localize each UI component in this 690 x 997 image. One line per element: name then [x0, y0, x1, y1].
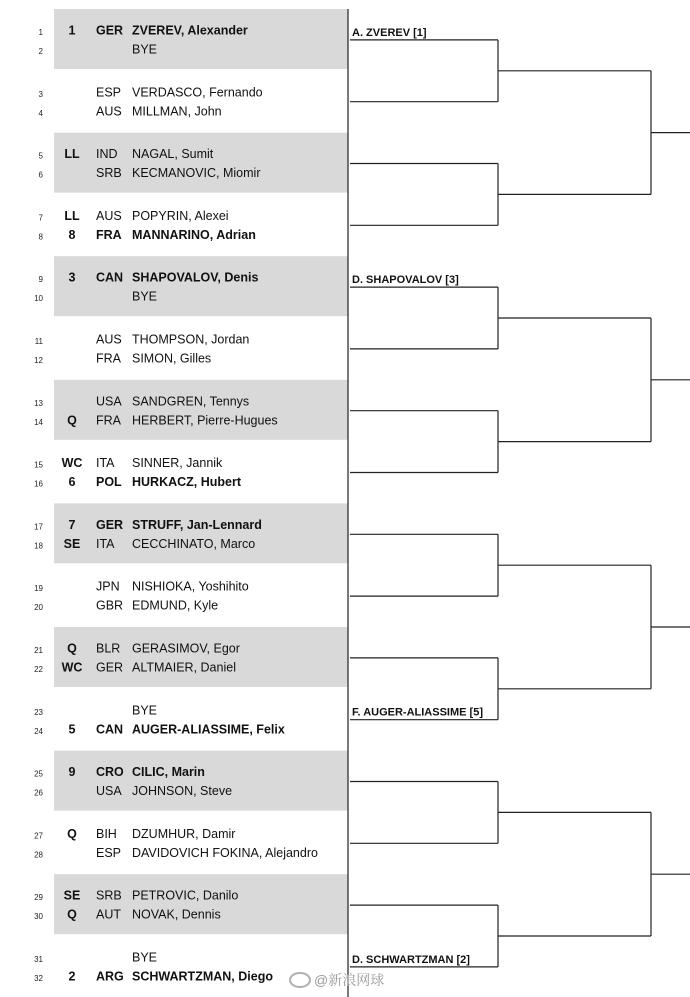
nationality: BLR [96, 641, 121, 656]
player-row [34, 456, 223, 470]
draw-position: 26 [34, 788, 43, 798]
player-name: DZUMHUR, Damir [132, 826, 236, 841]
draw-position: 24 [34, 726, 43, 736]
watermark-text: @新浪网球 [314, 972, 385, 988]
nationality: GER [96, 517, 124, 532]
match-shading [54, 503, 348, 563]
match-shading [54, 9, 348, 69]
player-name: GERASIMOV, Egor [132, 641, 240, 656]
player-name: SANDGREN, Tennys [132, 394, 250, 409]
match-block [34, 256, 348, 316]
draw-position: 13 [34, 398, 43, 408]
seed-label: 9 [68, 765, 76, 780]
nationality: SRB [96, 888, 122, 903]
player-name: BYE [132, 950, 158, 965]
player-name: KECMANOVIC, Miomir [132, 166, 261, 181]
seed-label: 3 [68, 270, 76, 285]
player-name: SHAPOVALOV, Denis [132, 270, 259, 285]
draw-position: 21 [34, 646, 43, 655]
player-name: VERDASCO, Fernando [132, 85, 263, 100]
seed-label: LL [64, 147, 80, 162]
match-block [39, 209, 256, 242]
nationality: ESP [96, 845, 122, 860]
draw-position: 22 [34, 665, 43, 674]
player-row [35, 333, 250, 347]
match-block [39, 133, 348, 193]
player-name: CECCHINATO, Marco [132, 536, 256, 551]
player-name: ZVEREV, Alexander [132, 23, 248, 38]
draw-position: 19 [34, 584, 43, 594]
draw-position: 15 [34, 460, 43, 470]
weibo-logo-icon [290, 973, 310, 987]
draw-position: 18 [34, 541, 43, 551]
draw-position: 29 [34, 893, 43, 903]
nationality: CAN [96, 270, 124, 285]
player-row [39, 271, 259, 285]
draw-position: 7 [38, 213, 43, 223]
draw-position: 28 [34, 850, 43, 860]
seed-label: 5 [68, 722, 76, 737]
match-block [34, 333, 249, 366]
seed-label: LL [64, 208, 80, 223]
player-row [34, 889, 238, 903]
nationality: AUT [96, 907, 121, 922]
nationality: CAN [96, 722, 124, 737]
player-name: EDMUND, Kyle [132, 598, 219, 613]
player-row [34, 599, 218, 613]
advancing-player: A. ZVEREV [1] [352, 26, 427, 39]
player-name: BYE [132, 42, 158, 57]
draw-position: 4 [38, 108, 43, 118]
match-shading [54, 133, 348, 193]
player-name: MILLMAN, John [132, 104, 222, 119]
draw-position: 12 [34, 356, 43, 365]
match-shading [54, 874, 348, 934]
draw-position: 32 [34, 974, 43, 983]
player-row [39, 104, 222, 118]
draw-position: 23 [34, 707, 43, 717]
nationality: GER [96, 660, 124, 675]
player-name: MANNARINO, Adrian [132, 227, 256, 242]
match-shading [54, 751, 348, 811]
seed-label: 1 [68, 23, 76, 38]
player-row [34, 951, 157, 965]
player-name: THOMPSON, Jordan [132, 332, 250, 347]
match-block [34, 703, 285, 736]
nationality: USA [96, 394, 122, 409]
draw-position: 5 [38, 151, 43, 161]
draw-position: 20 [34, 603, 43, 613]
nationality: ITA [96, 456, 115, 471]
nationality: GER [96, 23, 124, 38]
player-name: SCHWARTZMAN, Diego [132, 969, 273, 984]
player-row [34, 475, 242, 489]
seed-label: 7 [68, 517, 76, 532]
nationality: FRA [96, 351, 121, 366]
seed-label: Q [67, 826, 77, 841]
match-block [34, 380, 348, 440]
draw-position: 27 [34, 831, 43, 841]
player-name: STRUFF, Jan-Lennard [132, 517, 262, 532]
watermark [290, 972, 384, 988]
player-name: BYE [132, 289, 158, 304]
seed-label: WC [61, 660, 83, 675]
nationality: BIH [96, 826, 117, 841]
draw-position: 6 [38, 170, 43, 180]
player-name: POPYRIN, Alexei [132, 208, 229, 223]
nationality: AUS [96, 104, 122, 119]
player-row [34, 518, 262, 532]
match-shading [54, 627, 348, 687]
player-name: BYE [132, 703, 158, 718]
player-name: AUGER-ALIASSIME, Felix [132, 722, 285, 737]
player-name: NISHIOKA, Yoshihito [132, 579, 249, 594]
draw-position: 11 [34, 337, 43, 346]
nationality: ARG [96, 969, 124, 984]
draw-position: 10 [34, 294, 43, 304]
draw-position: 1 [38, 28, 43, 37]
advancing-player: F. AUGER-ALIASSIME [5] [352, 706, 483, 719]
match-block [34, 580, 249, 613]
nationality: AUS [96, 208, 122, 223]
draw-position: 30 [34, 912, 43, 922]
player-row [34, 846, 318, 860]
match-block [34, 627, 348, 687]
seed-label: Q [67, 413, 77, 428]
draw-position: 2 [38, 47, 43, 56]
match-block [34, 951, 273, 984]
nationality: FRA [96, 227, 122, 242]
seed-label: 6 [68, 475, 76, 490]
seed-label: 2 [68, 969, 76, 984]
nationality: USA [96, 784, 122, 799]
nationality: FRA [96, 413, 121, 428]
seed-label: SE [63, 888, 81, 903]
advancing-player: D. SCHWARTZMAN [2] [352, 953, 470, 966]
match-block [34, 874, 348, 934]
seed-label: Q [67, 907, 77, 922]
match-shading [54, 380, 348, 440]
draw-position: 9 [38, 275, 43, 285]
player-row [39, 228, 256, 242]
player-row [39, 209, 229, 223]
player-name: HURKACZ, Hubert [132, 475, 242, 490]
nationality: ITA [96, 536, 115, 551]
match-block [34, 456, 242, 489]
seed-label: Q [67, 641, 77, 656]
player-row [34, 827, 235, 841]
player-row [34, 352, 211, 366]
player-name: SINNER, Jannik [132, 456, 223, 471]
draw-position: 16 [34, 479, 43, 489]
draw-position: 25 [34, 769, 43, 779]
player-name: SIMON, Gilles [132, 351, 212, 366]
player-name: NAGAL, Sumit [132, 147, 214, 162]
nationality: CRO [96, 765, 124, 780]
player-row [39, 24, 248, 38]
draw-position: 3 [38, 89, 43, 99]
match-block [34, 751, 348, 811]
player-name: PETROVIC, Danilo [132, 888, 239, 903]
player-row [34, 703, 157, 717]
player-name: NOVAK, Dennis [132, 907, 221, 922]
draw-position: 31 [34, 955, 43, 964]
match-block [39, 85, 263, 118]
match-block [34, 503, 348, 563]
nationality: AUS [96, 332, 122, 347]
nationality: IND [96, 147, 118, 162]
nationality: POL [96, 475, 122, 490]
nationality: ESP [96, 85, 122, 100]
player-name: ALTMAIER, Daniel [132, 660, 236, 675]
match-block [34, 827, 318, 860]
player-row [34, 970, 273, 984]
draw-position: 14 [34, 417, 43, 427]
player-row [34, 413, 278, 427]
player-name: JOHNSON, Steve [132, 784, 233, 799]
player-row [34, 722, 285, 736]
advancing-player: D. SHAPOVALOV [3] [352, 274, 459, 287]
nationality: JPN [96, 579, 120, 594]
seed-label: 8 [68, 227, 76, 242]
match-shading [54, 256, 348, 316]
player-row [34, 580, 249, 594]
player-name: DAVIDOVICH FOKINA, Alejandro [132, 845, 318, 860]
nationality: GBR [96, 598, 124, 613]
player-row [39, 85, 263, 99]
draw-position: 8 [38, 232, 43, 242]
nationality: SRB [96, 166, 122, 181]
seed-label: SE [63, 536, 81, 551]
player-row [34, 537, 255, 551]
seed-label: WC [61, 456, 83, 471]
draw-position: 17 [34, 522, 43, 532]
player-name: HERBERT, Pierre-Hugues [132, 413, 278, 428]
player-name: CILIC, Marin [132, 765, 205, 780]
player-row [34, 661, 236, 675]
match-block [39, 9, 348, 69]
